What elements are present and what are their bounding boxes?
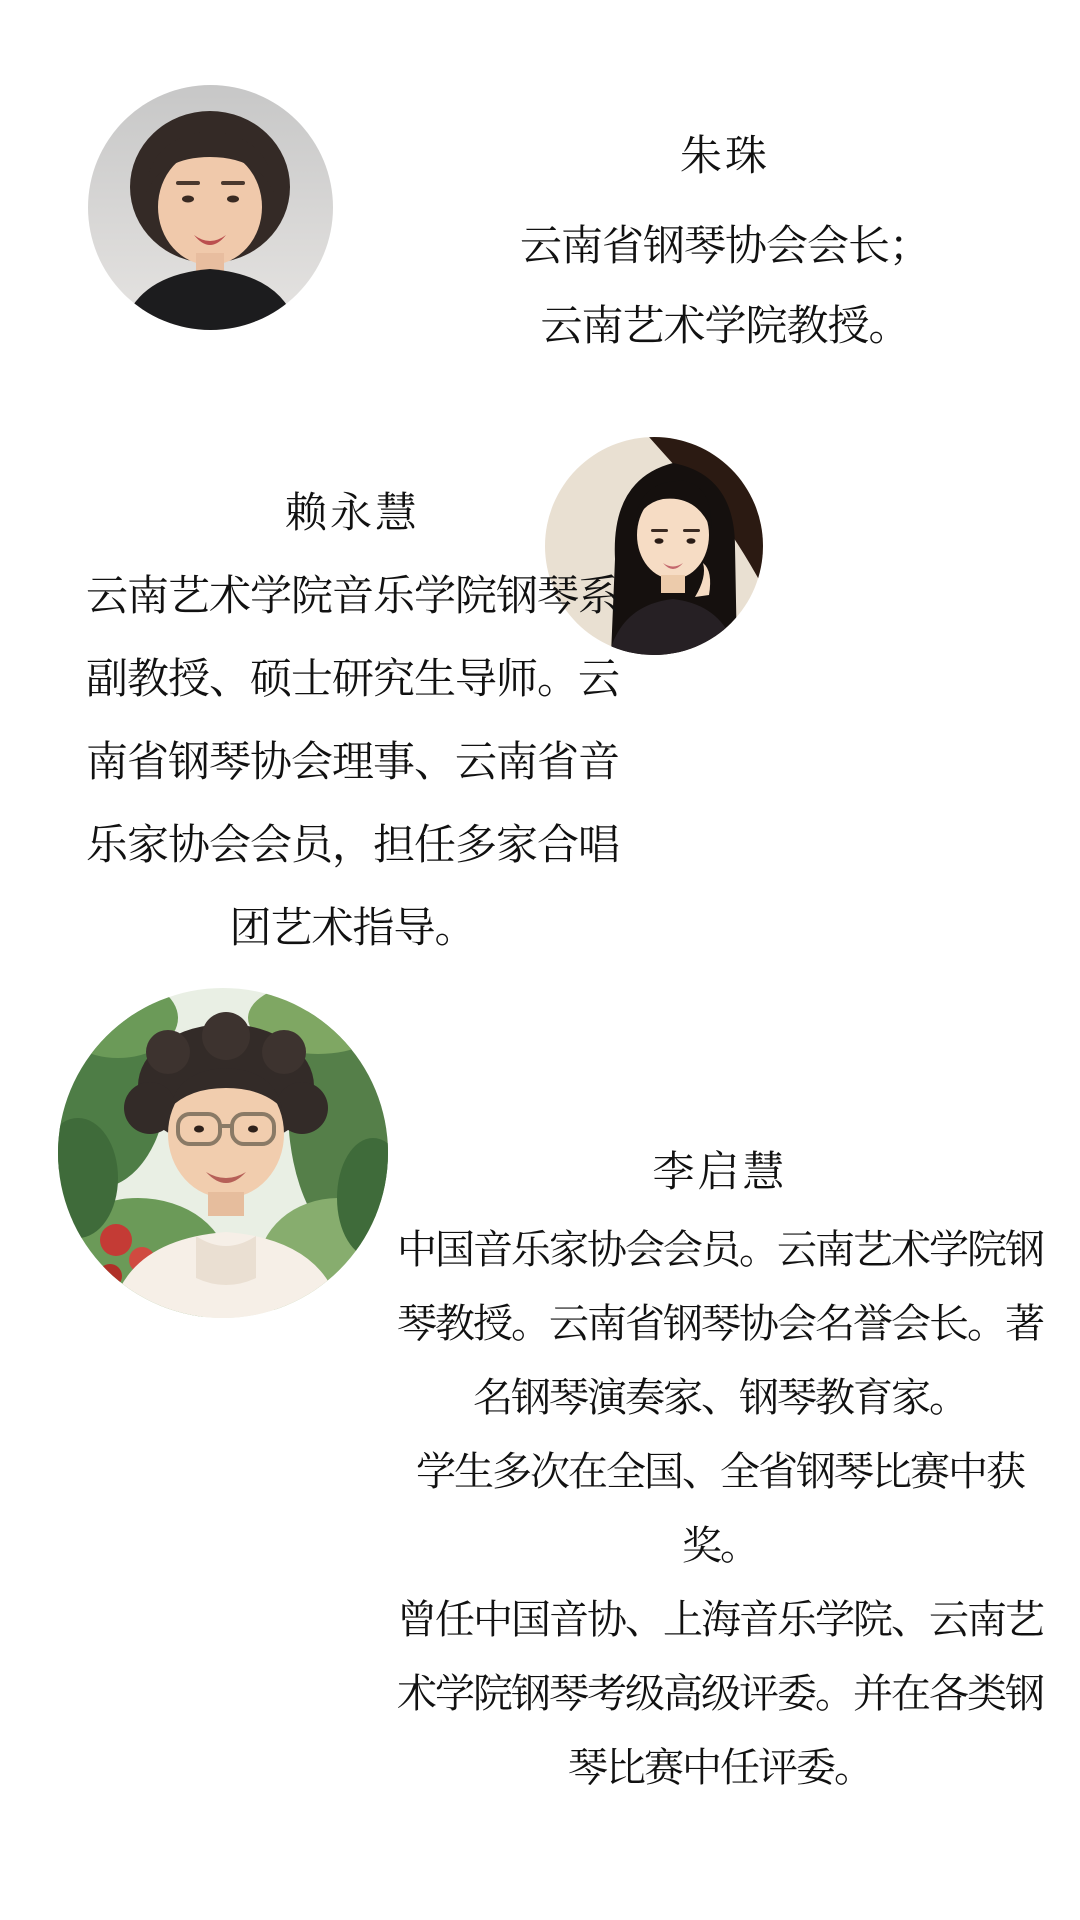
neck <box>661 575 685 593</box>
profile-3-bio-line: 奖。 <box>682 1523 758 1568</box>
profile-3-bio-line: 中国音乐家协会会员。云南艺术学院钢 <box>397 1227 1043 1272</box>
profile-3-bio-line: 琴教授。云南省钢琴协会名誉会长。著 <box>397 1301 1043 1346</box>
profile-2-bio-line: 云南艺术学院音乐学院钢琴系 <box>85 574 619 620</box>
profile-1-name: 朱珠 <box>679 134 770 180</box>
avatar-profile-1 <box>88 85 333 330</box>
profile-3-bio-line: 学生多次在全国、全省钢琴比赛中获 <box>416 1449 1024 1494</box>
right-eyebrow <box>221 181 245 185</box>
profile-2-name: 赖永慧 <box>284 491 420 537</box>
right-eye <box>227 196 239 203</box>
profile-2-bio-line: 乐家协会会员，担任多家合唱 <box>85 823 619 869</box>
profile-3-bio-line: 名钢琴演奏家、钢琴教育家。 <box>473 1375 967 1420</box>
right-eye <box>687 538 696 544</box>
profile-3-bio-line: 琴比赛中任评委。 <box>568 1745 872 1790</box>
profile-1-bio-line: 云南艺术学院教授。 <box>540 304 910 350</box>
left-eye <box>655 538 664 544</box>
portrait-illustration-1 <box>88 85 333 330</box>
left-eye <box>194 1126 204 1133</box>
face <box>158 149 262 265</box>
profile-2-bio-line: 南省钢琴协会理事、云南省音 <box>85 740 619 786</box>
profile-3-bio-line: 术学院钢琴考级高级评委。并在各类钢 <box>397 1671 1043 1716</box>
neck <box>208 1192 244 1216</box>
right-eyebrow <box>683 529 700 532</box>
profile-2-bio-line: 团艺术指导。 <box>229 906 476 952</box>
profile-3-name: 李启慧 <box>652 1150 788 1196</box>
portrait-illustration-3 <box>58 988 388 1318</box>
right-eye <box>248 1126 258 1133</box>
profile-3-bio-line: 曾任中国音协、上海音乐学院、云南艺 <box>397 1597 1043 1642</box>
left-eyebrow <box>176 181 200 185</box>
profile-2-bio-line: 副教授、硕士研究生导师。云 <box>85 657 619 703</box>
avatar-profile-3 <box>58 988 388 1318</box>
left-eye <box>182 196 194 203</box>
profile-1-bio-line: 云南省钢琴协会会长； <box>519 224 930 270</box>
